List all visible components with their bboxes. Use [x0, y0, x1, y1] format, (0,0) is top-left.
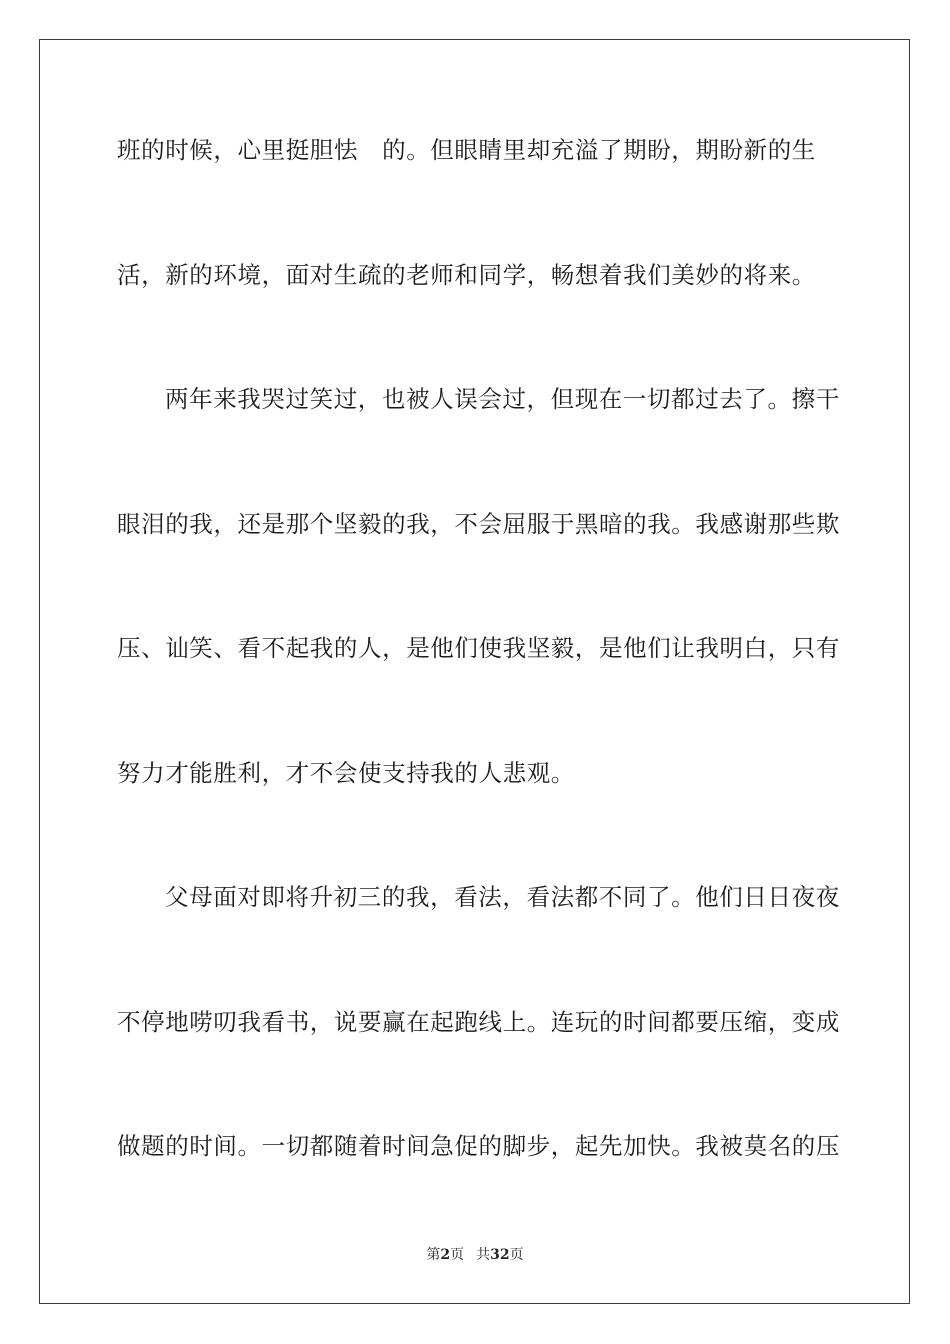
paragraph-start-line: 两年来我哭过笑过，也被人误会过，但现在一切都过去了。擦干 — [165, 385, 840, 413]
body-text-line: 努力才能胜利，才不会使支持我的人悲观。 — [117, 759, 575, 787]
body-text-line: 不停地唠叨我看书，说要赢在起跑线上。连玩的时间都要压缩，变成 — [117, 1008, 840, 1036]
page-footer — [0, 1246, 950, 1264]
page-label-prefix: 第 — [426, 1247, 441, 1263]
page-border — [39, 39, 910, 1304]
body-text-line: 班的时候，心里挺胆怯 的。但眼睛里却充溢了期盼，期盼新的生 — [117, 136, 816, 164]
page-number: 2 — [440, 1247, 451, 1263]
page-label-suffix: 页 — [450, 1247, 465, 1263]
total-label-prefix: 共 — [476, 1247, 491, 1263]
body-text-line: 压、讪笑、看不起我的人，是他们使我坚毅，是他们让我明白，只有 — [117, 634, 840, 662]
paragraph-start-line: 父母面对即将升初三的我，看法，看法都不同了。他们日日夜夜 — [165, 883, 840, 911]
body-text-line: 活，新的环境，面对生疏的老师和同学，畅想着我们美妙的将来。 — [117, 261, 816, 289]
total-pages: 32 — [490, 1247, 510, 1263]
body-text-line: 眼泪的我，还是那个坚毅的我，不会屈服于黑暗的我。我感谢那些欺 — [117, 510, 840, 538]
body-text-line: 做题的时间。一切都随着时间急促的脚步，起先加快。我被莫名的压 — [117, 1132, 840, 1160]
total-label-suffix: 页 — [509, 1247, 524, 1263]
